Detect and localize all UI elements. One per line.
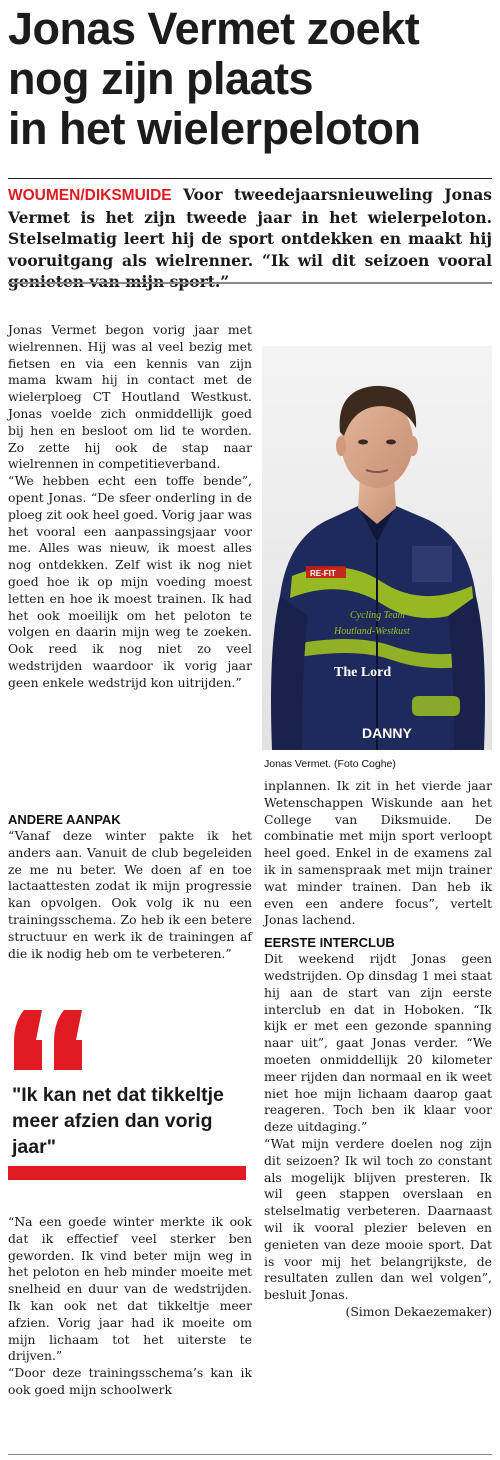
cyclist-portrait-image bbox=[262, 346, 492, 750]
column-2 bbox=[264, 778, 492, 1321]
jersey-text: Houtland-Westkust bbox=[334, 626, 410, 637]
headline-line-3: in het wielerpeloton bbox=[8, 103, 421, 154]
jersey-text: The Lord bbox=[334, 665, 392, 680]
pull-quote: "Ik kan net dat tikkeltje meer afzien dan vorig jaar" bbox=[12, 1084, 224, 1158]
jersey-text: RE-FIT bbox=[310, 569, 336, 578]
headline bbox=[8, 4, 494, 154]
pull-quote-bar bbox=[8, 1166, 246, 1180]
body-paragraph: “Wat mijn verdere doelen nog zijn dit seizoen? Ik wil toch zo constant als mogelijk blijven presteren. Ik wil geen stappen overslaan en stelselmatig verbeteren. Daarnaast wil ik vooral plezier beleven en genieten van deze mooie sport. Dat is voor mij het belangrijkste, de resultaten zullen dan wel volgen”, besluit Jonas. bbox=[264, 1135, 492, 1303]
headline-line-1: Jonas Vermet zoekt bbox=[8, 3, 420, 54]
jersey-text: Cycling Team bbox=[350, 610, 405, 621]
column-1-section-2 bbox=[8, 812, 252, 962]
body-paragraph: “Vanaf deze winter pakte ik het anders aan. Vanuit de club begeleiden ze me nu beter. We doen af en toe lactaattesten zodat ik mijn progressie kan opvolgen. Ook volg ik nu een trainingsschema. Zo heb ik een betere structuur en werk ik de trainingen af die ik nodig heb om te verbeteren.” bbox=[8, 828, 252, 961]
body-paragraph: “Na een goede winter merkte ik ook dat ik effectief veel sterker ben geworden. Ik vind beter mijn weg in het peloton en heb minder moeite met snelheid en duur van de wedstrijden. Ik kan ook net dat tikkeltje meer afzien. Vorig jaar had ik moeite om mijn lichaam tot het uiterste te drijven.” bbox=[8, 1214, 252, 1364]
photo-caption: Jonas Vermet. (Foto Coghe) bbox=[264, 758, 396, 770]
subhead-eerste-interclub: EERSTE INTERCLUB bbox=[264, 935, 395, 951]
top-rule bbox=[8, 178, 492, 179]
jersey-text: DANNY bbox=[362, 725, 412, 741]
lead-text: Voor tweedejaarsnieuweling Jonas Vermet is het zijn tweede jaar in het wielerpeloton. Stelselmatig leert hij de sport ontdekken en maakt hij vooruitgang als wielrenner. “Ik wil dit seizoen vooral bbox=[8, 185, 492, 270]
column-1-top bbox=[8, 322, 252, 692]
byline: (Simon Dekaezemaker) bbox=[345, 1303, 492, 1319]
body-paragraph: “Door deze trainingsschema’s kan ik ook goed mijn schoolwerk bbox=[8, 1365, 252, 1397]
lead-paragraph bbox=[8, 184, 492, 293]
bottom-rule bbox=[8, 1454, 492, 1455]
body-paragraph: “We hebben echt een toffe bende”, opent Jonas. “De sfeer onderling in de ploeg zit ook heel goed. Vorig jaar was het vooral een aanpassingsjaar voor me. Alles was nieuw, ik moest alles nog ontdekken. Zelf wist ik nog niet goed hoe ik op mijn voeding moest letten en hoe ik moest trainen. Ik had het ook moeilijk om het peloton te volgen en daarin mijn weg te zoeken. Ook reed ik nog niet zo veel wedstrijden waardoor ik vorig jaar geen enkele wedstrijd kon uitrijden.” bbox=[8, 473, 252, 690]
headline-line-2: nog zijn plaats bbox=[8, 53, 314, 104]
lead-rule bbox=[8, 282, 492, 284]
quote-mark-icon bbox=[10, 1000, 90, 1080]
subhead-andere-aanpak: ANDERE AANPAK bbox=[8, 812, 121, 827]
body-paragraph: inplannen. Ik zit in het vierde jaar Wetenschappen Wiskunde aan het College van Diksmuide. De combinatie met mijn sport verloopt heel goed. Enkel in de examens zal ik in samenspraak met mijn trainer wat minder trainen. Dan heb ik even een andere focus”, vertelt Jonas lachend. bbox=[264, 778, 492, 928]
athlete-photo bbox=[262, 346, 492, 750]
body-paragraph: Jonas Vermet begon vorig jaar met wielrennen. Hij was al veel bezig met fietsen en via een kennis van zijn mama kwam hij in contact met de wielerploeg CT Houtland Westkust. Jonas voelde zich onmiddellijk goed bij hen en besloot om lid te worden. Zo zette hij ook de stap naar wielrennen in competitieverband. bbox=[8, 322, 252, 472]
column-1-section-3 bbox=[8, 1214, 252, 1399]
body-paragraph: Dit weekend rijdt Jonas geen wedstrijden. Op dinsdag 1 mei staat hij aan de start van zijn eerste interclub en dat in Hoboken. “Ik kijk er met een gezonde spanning naar uit”, gaat Jonas verder. “We moeten onmiddellijk 20 kilometer meer rijden dan normaal en ik weet niet hoe mijn lichaam daarop gaat reageren. Toch ben ik klaar voor deze uitdaging.” bbox=[264, 951, 492, 1135]
dateline: WOUMEN/DIKSMUIDE bbox=[8, 187, 172, 204]
